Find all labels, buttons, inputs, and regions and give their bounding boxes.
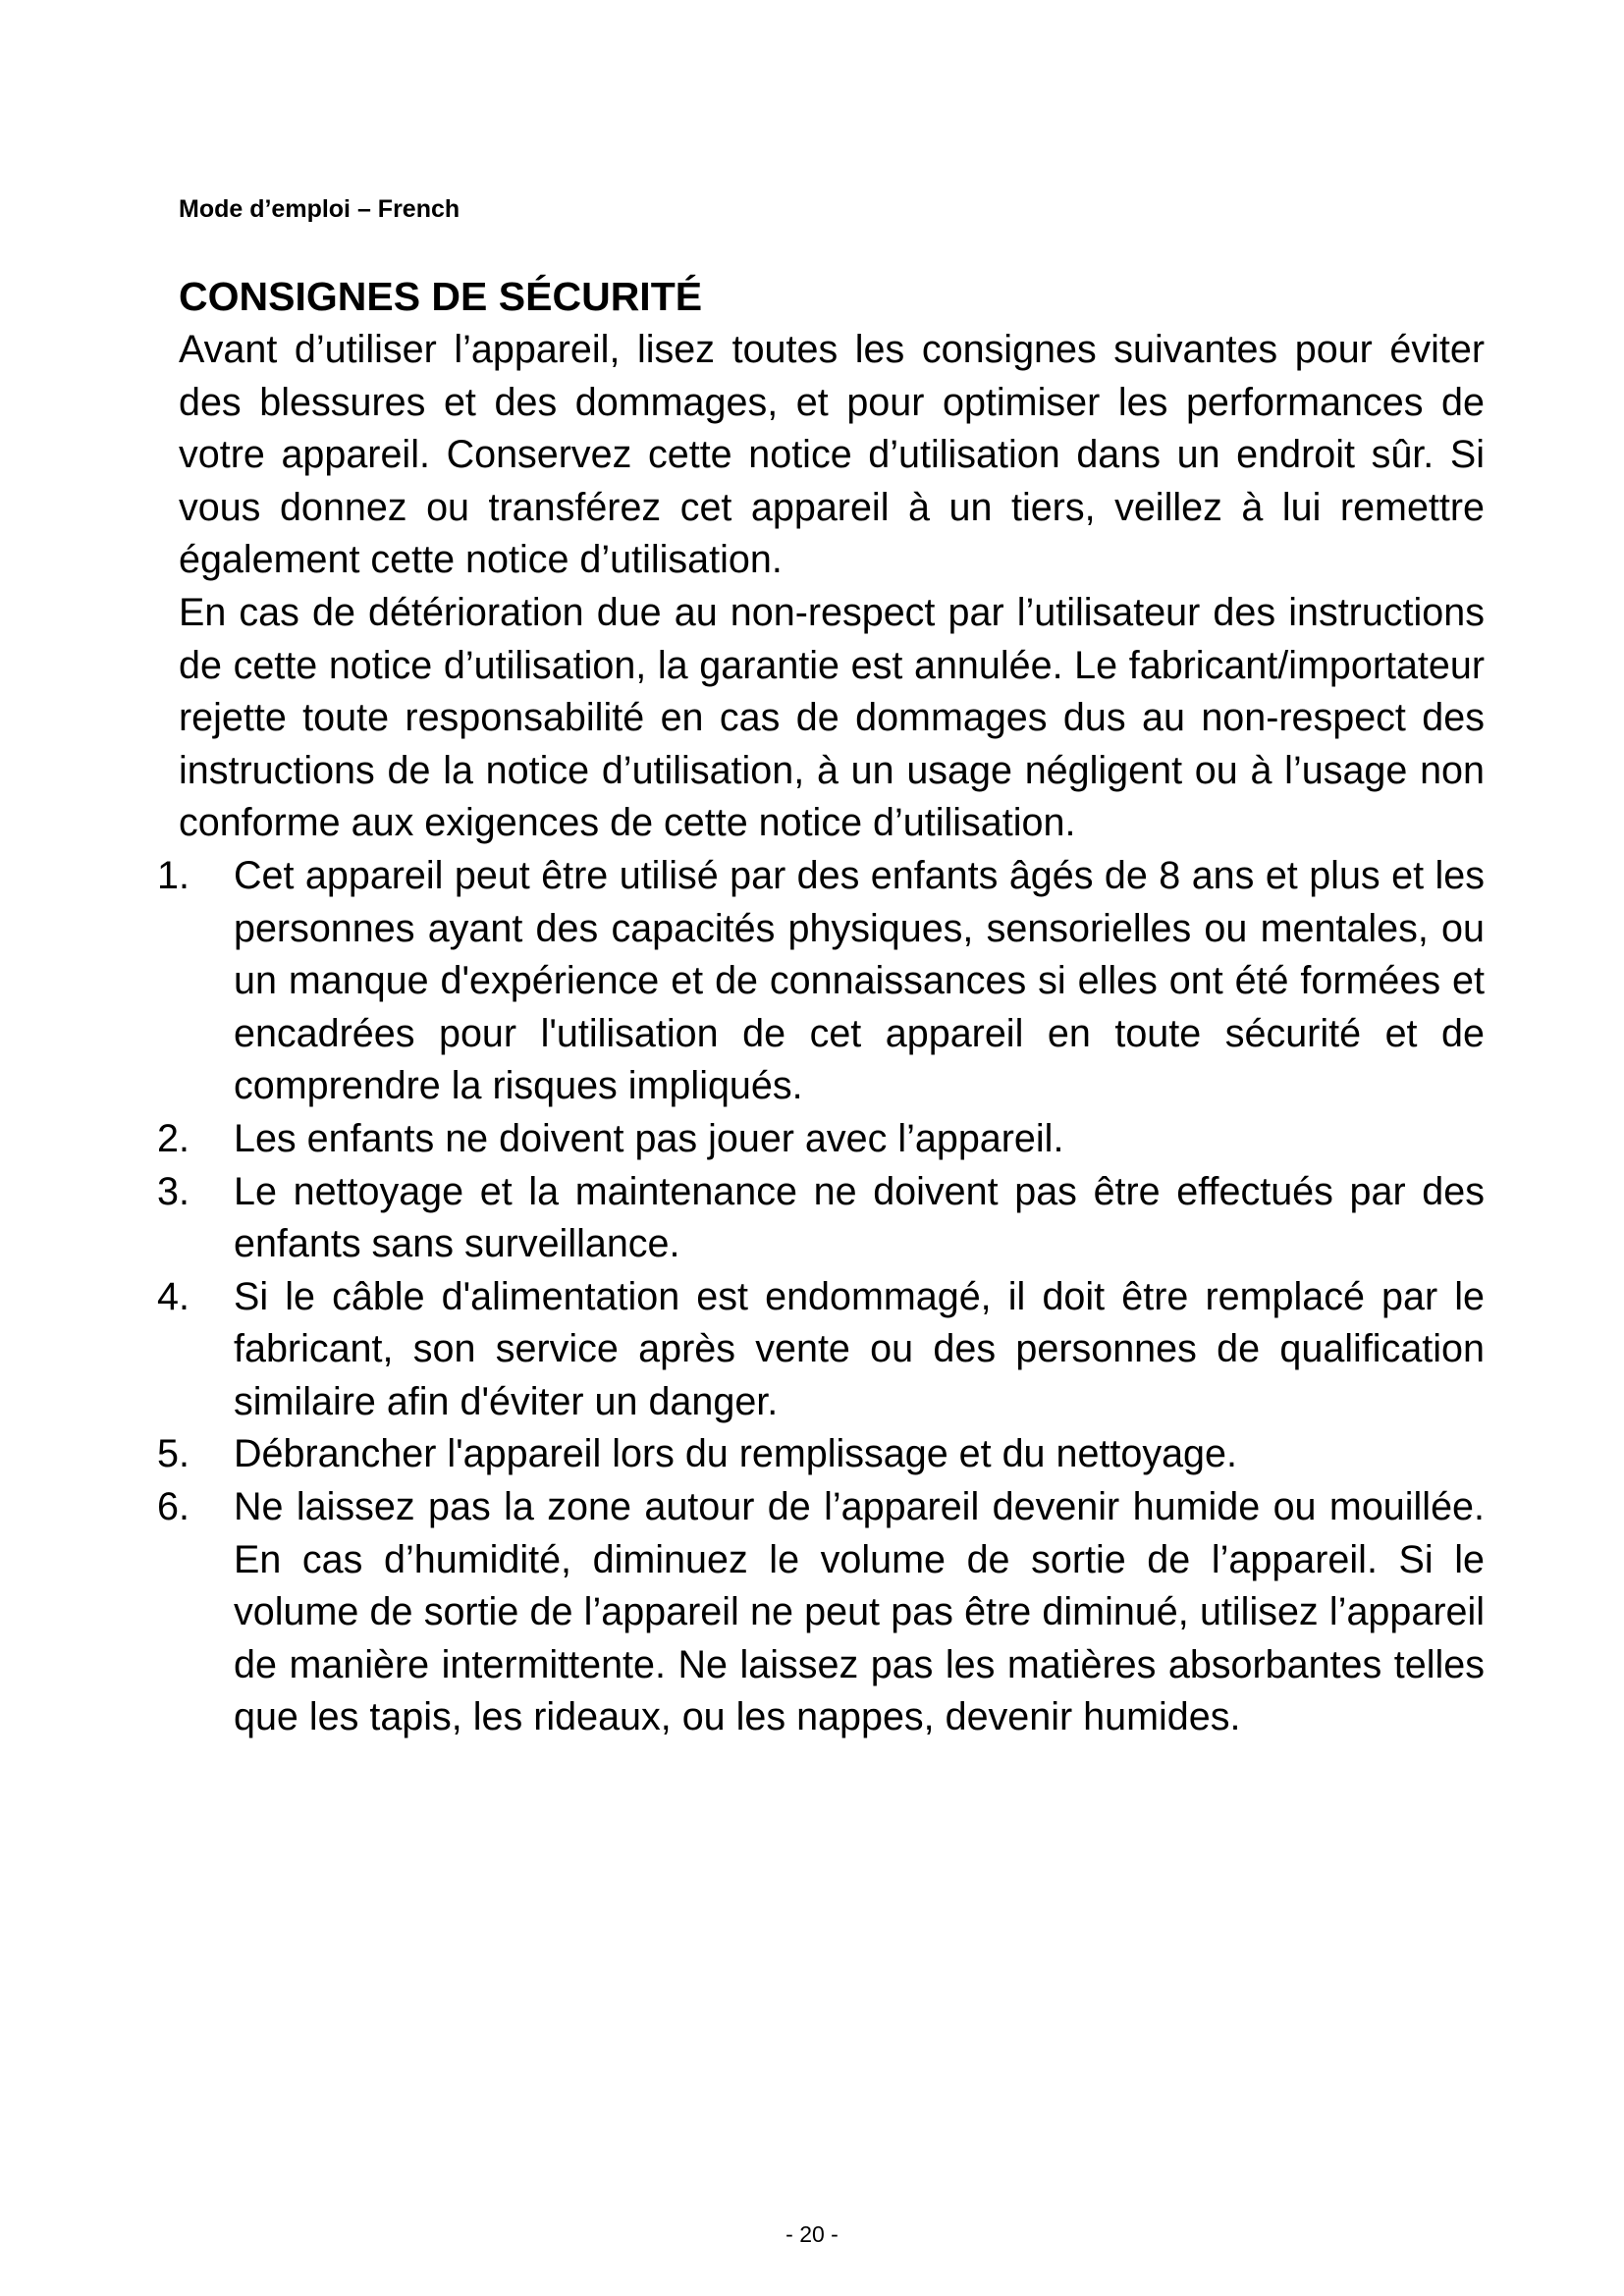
list-item-text: Débrancher l'appareil lors du remplissage et du nettoyage. (234, 1432, 1237, 1476)
section-title: CONSIGNES DE SÉCURITÉ (179, 274, 703, 319)
safety-instructions-list (157, 850, 1485, 1744)
list-item-text: Le nettoyage et la maintenance ne doivent pas être effectués par des enfants sans surveillance. (234, 1169, 1485, 1266)
list-item-text: Cet appareil peut être utilisé par des enfants âgés de 8 ans et plus et les personnes ayant des capacités physiques, sensorielles ou mentales, ou un manque d'expérience et de connaissances si elles ont été formées et encadrées pour l'utilisation de cet appareil en toute sécurité et de comprendre la risques impliqués. (234, 853, 1485, 1108)
list-item (157, 1481, 1485, 1744)
document-header-label: Mode d’emploi – French (179, 195, 460, 223)
list-item (157, 850, 1485, 1113)
intro-paragraph: Avant d’utiliser l’appareil, lisez toutes les consignes suivantes pour éviter des blessures et des dommages, et pour optimiser les performances de votre appareil. Conservez cette notice d’utilisation dans un endroit sûr. Si vous donnez ou transférez cet appareil à un tiers, veillez à lui remettre également cette notice d’utilisation. (179, 328, 1485, 582)
list-item-text: Ne laissez pas la zone autour de l’appareil devenir humide ou mouillée. En cas d’humidité, diminuez le volume de sortie de l’appareil. Si le volume de sortie de l’appareil ne peut pas être diminué, utilisez l’appareil de manière intermittente. Ne laissez pas les matières absorbantes telles que les tapis, les rideaux, ou les nappes, devenir humides. (234, 1485, 1485, 1739)
list-item (157, 1113, 1485, 1166)
list-item-number: 5. (157, 1432, 189, 1476)
page-number: - 20 - (785, 2221, 839, 2247)
list-item-number: 3. (157, 1169, 189, 1213)
list-item (157, 1271, 1485, 1429)
list-item-number: 4. (157, 1274, 189, 1318)
list-item (157, 1428, 1485, 1481)
list-item-number: 2. (157, 1116, 189, 1160)
safety-section (157, 271, 1485, 1744)
list-item (157, 1166, 1485, 1271)
list-item-number: 1. (157, 853, 189, 897)
warranty-paragraph: En cas de détérioration due au non-respect par l’utilisateur des instructions de cette notice d’utilisation, la garantie est annulée. Le fabricant/importateur rejette toute responsabilité en cas de dommages dus au non-respect des instructions de la notice d’utilisation, à un usage négligent ou à l’usage non conforme aux exigences de cette notice d’utilisation. (179, 590, 1485, 845)
list-item-number: 6. (157, 1485, 189, 1529)
list-item-text: Les enfants ne doivent pas jouer avec l’appareil. (234, 1116, 1064, 1160)
list-item-text: Si le câble d'alimentation est endommagé, il doit être remplacé par le fabricant, son service après vente ou des personnes de qualification similaire afin d'éviter un danger. (234, 1274, 1485, 1423)
